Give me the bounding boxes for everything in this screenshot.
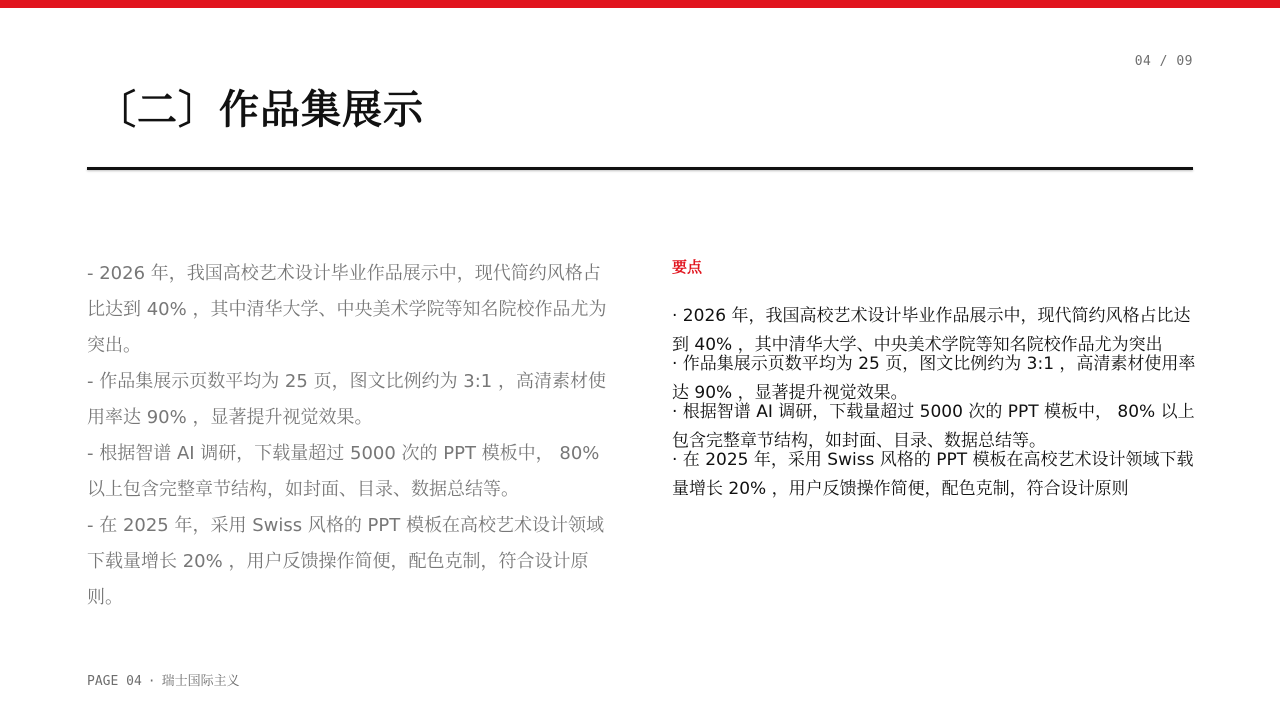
body-paragraph: - 在 2025 年，采用 Swiss 风格的 PPT 模板在高校艺术设计领域下载量增长 20% ，用户反馈操作简便，配色克制，符合设计原则。 — [87, 515, 604, 608]
footer-separator: · — [147, 674, 156, 689]
footer — [87, 670, 240, 689]
key-point-item: · 在 2025 年，采用 Swiss 风格的 PPT 模板在高校艺术设计领域下载量增长 20% ，用户反馈操作简便，配色克制，符合设计原则 — [672, 450, 1194, 499]
footer-page-label: PAGE 04 — [87, 674, 142, 689]
key-points-label: 要点 — [672, 258, 703, 276]
body-text-column — [87, 256, 617, 616]
accent-top-bar — [0, 0, 1280, 8]
footer-brand: 瑞士国际主义 — [161, 674, 240, 689]
body-paragraph: - 2026 年，我国高校艺术设计毕业作品展示中，现代简约风格占比达到 40% ，其中清华大学、中央美术学院等知名院校作品尤为突出。 — [87, 263, 607, 356]
key-point-item: · 根据智谱 AI 调研，下载量超过 5000 次的 PPT 模板中， 80% 以上包含完整章节结构，如封面、目录、数据总结等。 — [672, 402, 1195, 451]
key-point-item: · 作品集展示页数平均为 25 页，图文比例约为 3:1 ，高清素材使用率达 90% ，显著提升视觉效果。 — [672, 354, 1196, 403]
page-title: 〔二〕作品集展示 — [96, 87, 424, 133]
body-paragraph: - 作品集展示页数平均为 25 页，图文比例约为 3:1 ，高清素材使用率达 90% ，显著提升视觉效果。 — [87, 371, 606, 428]
body-paragraph: - 根据智谱 AI 调研，下载量超过 5000 次的 PPT 模板中， 80% 以上包含完整章节结构，如封面、目录、数据总结等。 — [87, 443, 600, 500]
page-indicator: 04 / 09 — [1134, 54, 1193, 69]
key-points-list — [672, 302, 1202, 499]
key-point-item: · 2026 年，我国高校艺术设计毕业作品展示中，现代简约风格占比达到 40% ，其中清华大学、中央美术学院等知名院校作品尤为突出 — [672, 306, 1191, 355]
title-divider — [87, 167, 1193, 170]
